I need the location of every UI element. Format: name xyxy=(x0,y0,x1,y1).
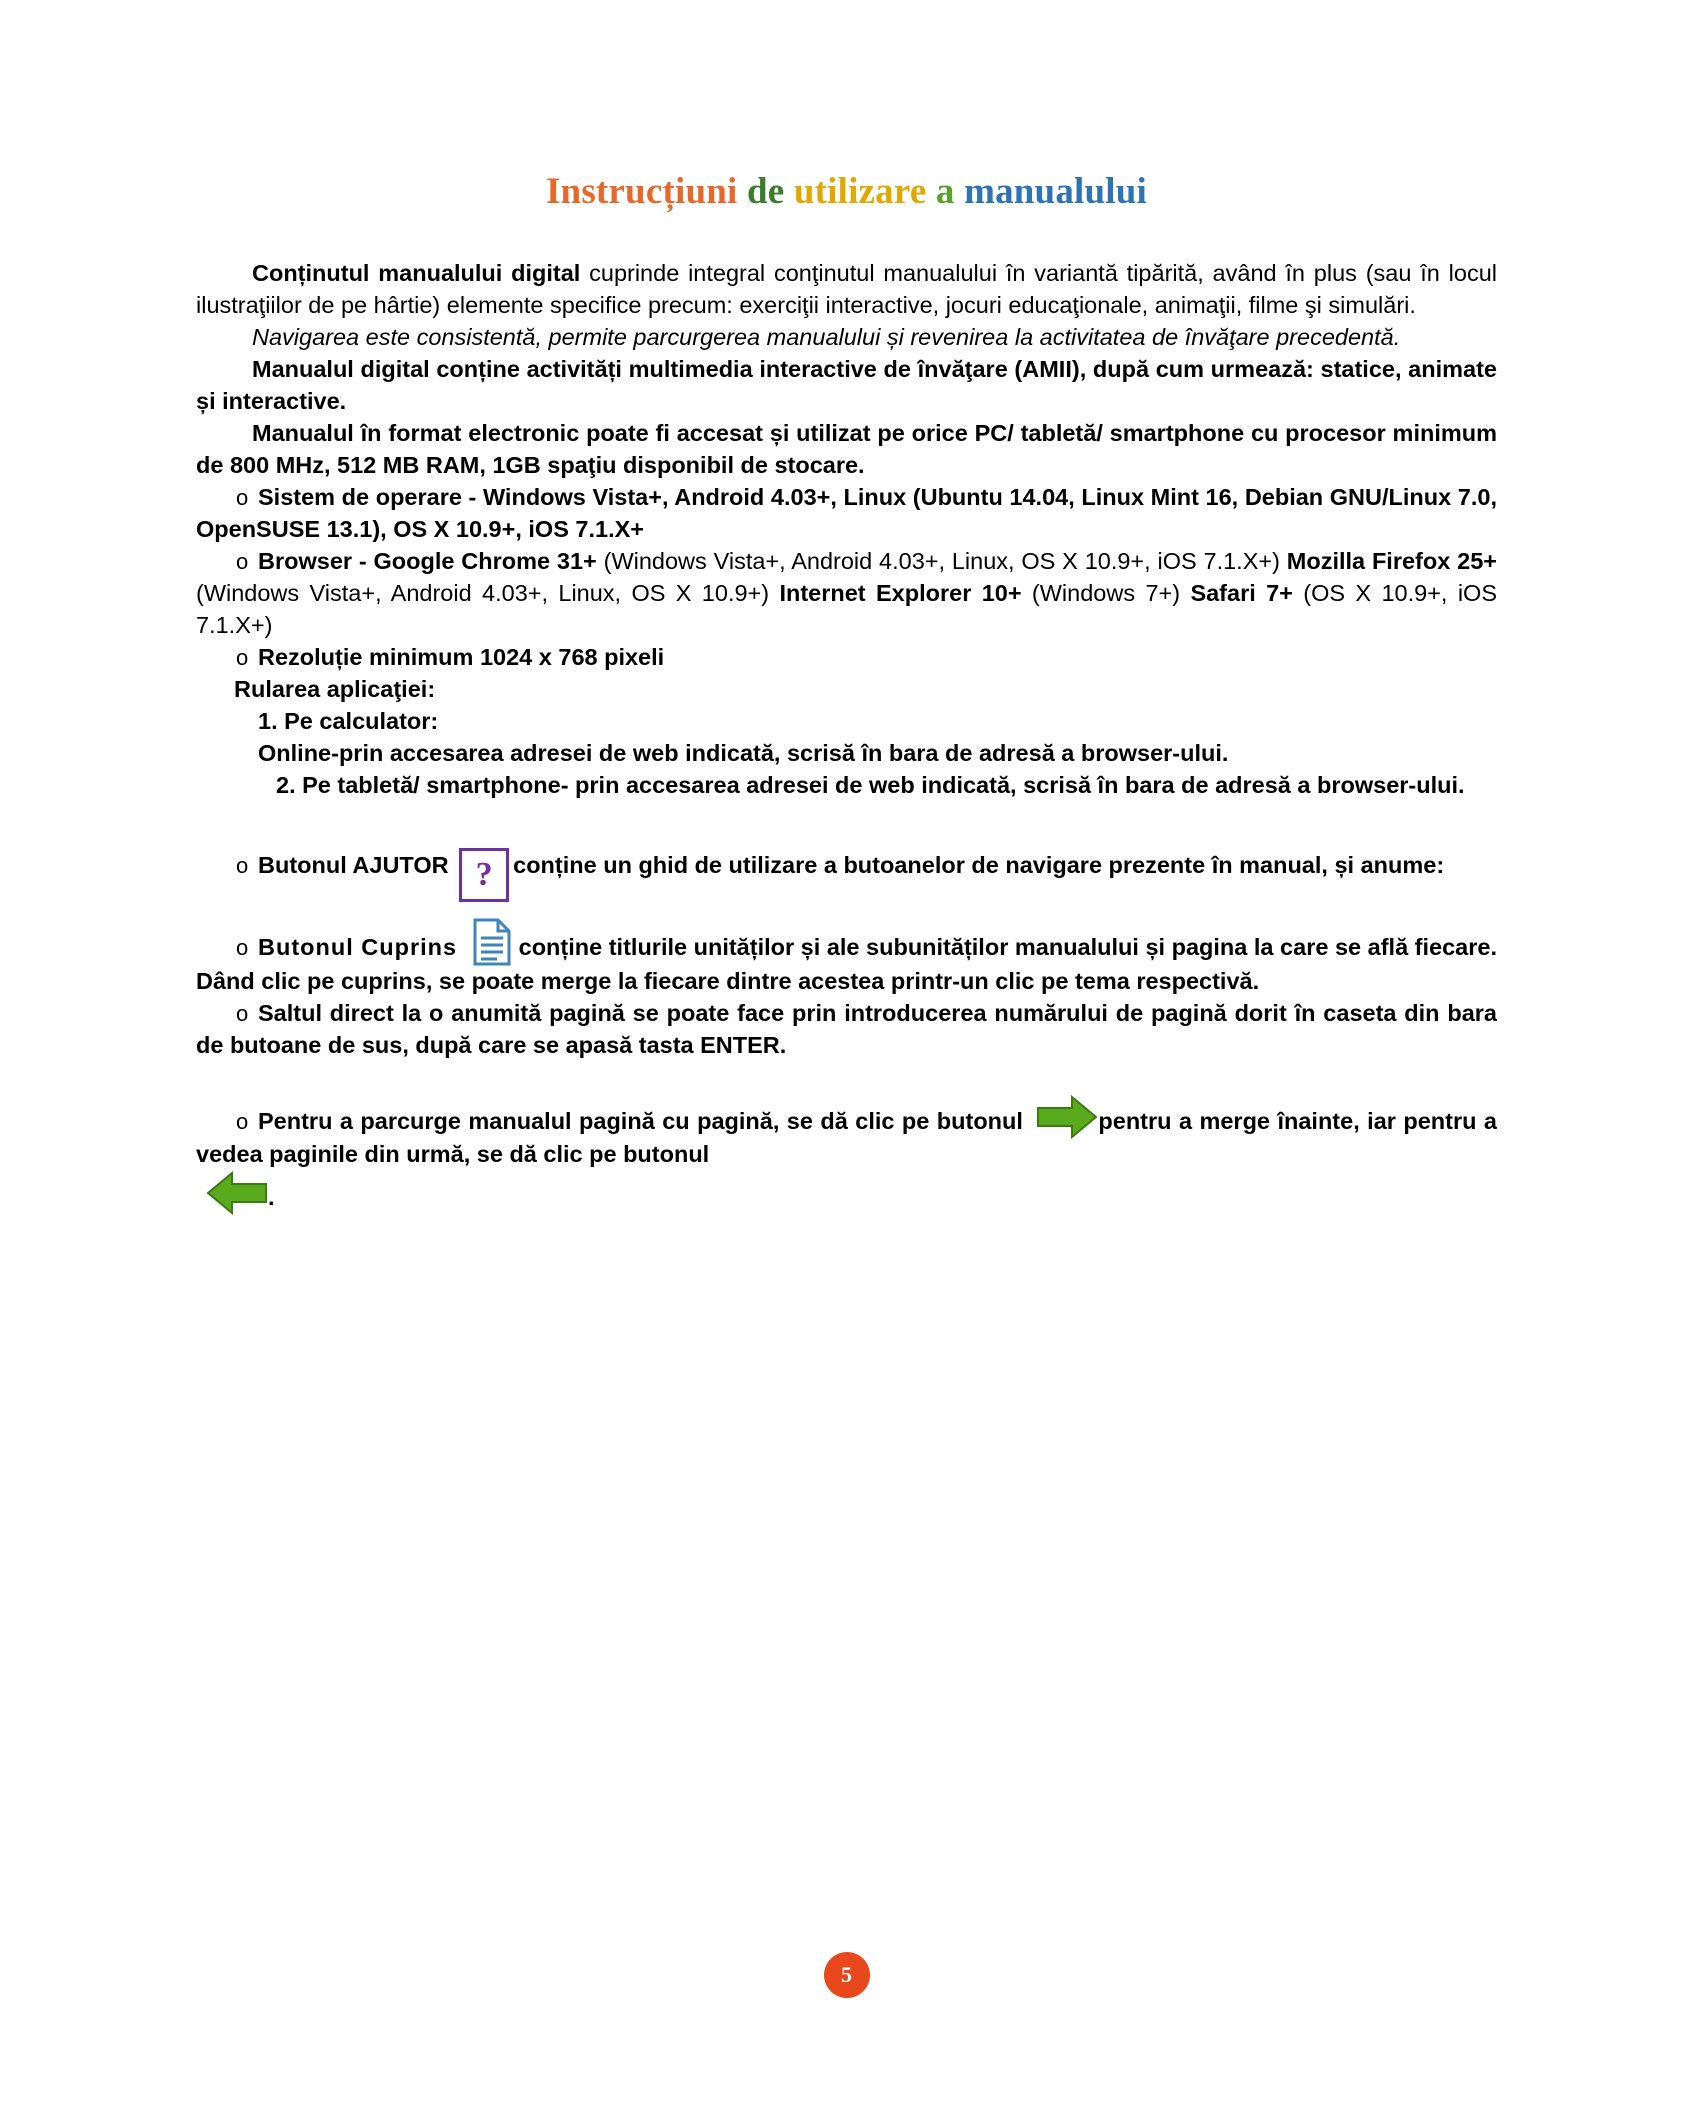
title-part-1: Instrucțiuni xyxy=(545,171,747,212)
run-app-step-2: 2. Pe tabletă/ smartphone- prin accesarea adresei de web indicată, scrisă în bara de adresă a browser-ului. xyxy=(276,771,1465,798)
arrow-right-icon[interactable] xyxy=(1036,1095,1098,1139)
navigation-text-back: pentru a merge înainte, iar pentru a vedea paginile din urmă, se dă clic pe butonul xyxy=(196,1108,1497,1168)
browser-chrome-detail: (Windows Vista+, Android 4.03+, Linux, OS X 10.9+, iOS 7.1.X+) xyxy=(596,547,1287,574)
browser-safari-label: Safari 7+ xyxy=(1190,579,1293,606)
page-title xyxy=(196,170,1497,214)
toc-button-description: conține titlurile unităților și ale subunităților manualului și pagina la care se află fiecare. Dând clic pe cuprins, se poate merge la fiecare dintre acestea printr-un clic pe tema respectivă. xyxy=(196,933,1497,994)
spacer xyxy=(196,902,1497,918)
bullet-marker: o xyxy=(236,548,249,574)
toc-button-label: Butonul Cuprins xyxy=(258,933,465,960)
arrow-left-icon[interactable] xyxy=(206,1171,268,1215)
browser-ie-label: Internet Explorer 10+ xyxy=(779,579,1022,606)
help-icon[interactable]: ? xyxy=(459,848,509,902)
list-item-resolution-text: Rezoluție minimum 1024 x 768 pixeli xyxy=(258,643,665,670)
title-part-4: a xyxy=(935,171,965,212)
navigation-end-punctuation: . xyxy=(268,1184,275,1211)
run-app-step-1: 1. Pe calculator: xyxy=(258,707,439,734)
list-item-os xyxy=(196,482,1497,546)
bullet-marker: o xyxy=(236,1109,249,1135)
page-jump-text: Saltul direct la o anumită pagină se poate face prin introducerea numărului de pagină dorit în caseta din bara de butoane de sus, după care se apasă tasta ENTER. xyxy=(196,999,1497,1058)
paragraph-content-description xyxy=(196,258,1497,322)
title-part-2: de xyxy=(746,171,794,212)
list-item-help-button xyxy=(196,848,1497,902)
title-part-3: utilizare xyxy=(793,171,936,212)
list-item-resolution xyxy=(196,642,1497,674)
browser-chrome-label: Browser - Google Chrome 31+ xyxy=(258,547,597,574)
spacer xyxy=(196,1061,1497,1095)
run-app-heading: Rularea aplicaţiei: xyxy=(234,675,436,702)
page-number-badge: 5 xyxy=(824,1952,870,1998)
list-item-os-text: Sistem de operare - Windows Vista+, Android 4.03+, Linux (Ubuntu 14.04, Linux Mint 16, Debian GNU/Linux 7.0, OpenSUSE 13.1), OS X 10.9+, iOS 7.1.X+ xyxy=(196,484,1497,543)
help-button-label: Butonul AJUTOR xyxy=(258,851,456,878)
browser-ie-detail: (Windows 7+) xyxy=(1021,579,1191,606)
bullet-marker: o xyxy=(236,852,249,878)
browser-firefox-detail: (Windows Vista+, Android 4.03+, Linux, OS X 10.9+) xyxy=(196,579,780,606)
paragraph-navigation: Navigarea este consistentă, permite parcurgerea manualului și revenirea la activitatea de învăţare precedentă. xyxy=(252,324,1401,351)
bullet-marker: o xyxy=(236,1000,249,1026)
browser-firefox-label: Mozilla Firefox 25+ xyxy=(1286,547,1497,574)
lead-rest-text: cuprinde integral conţinutul manualului în variantă tipărită, având în plus (sau în locul ilustraţiilor de pe hârtie) elemente specifice precum: exerciţii interactive, jocuri educaţionale, animaţii, filme şi simulări. xyxy=(196,260,1497,319)
list-item-browser xyxy=(196,546,1497,642)
list-item-toc-button xyxy=(196,918,1497,998)
help-button-description: conține un ghid de utilizare a butoanelor de navigare prezente în manual, și anume: xyxy=(513,851,1445,878)
run-app-step-1-text: Online-prin accesarea adresei de web indicată, scrisă în bara de adresă a browser-ului. xyxy=(258,739,1229,766)
paragraph-requirements: Manualul în format electronic poate fi accesat și utilizat pe orice PC/ tabletă/ smartphone cu procesor minimum de 800 MHz, 512 MB RAM, 1GB spaţiu disponibil de stocare. xyxy=(196,420,1497,479)
paragraph-amii: Manualul digital conține activități multimedia interactive de învăţare (AMII), după cum urmează: statice, animate și interactive. xyxy=(196,356,1497,415)
bullet-marker: o xyxy=(236,644,249,670)
navigation-text-forward: Pentru a parcurge manualul pagină cu pagină, se dă clic pe butonul xyxy=(258,1108,1031,1135)
lead-bold-text: Conținutul manualului digital xyxy=(252,260,581,287)
document-icon[interactable] xyxy=(473,918,511,966)
browser-safari-detail: (OS X 10.9+, iOS 7.1.X+) xyxy=(196,579,1497,638)
bullet-marker: o xyxy=(236,934,249,960)
list-item-navigation-buttons xyxy=(196,1095,1497,1171)
navigation-back-arrow-row xyxy=(196,1171,1497,1215)
title-part-5: manualului xyxy=(964,171,1148,212)
spacer xyxy=(196,802,1497,848)
bullet-marker: o xyxy=(236,485,249,511)
list-item-page-jump xyxy=(196,998,1497,1062)
